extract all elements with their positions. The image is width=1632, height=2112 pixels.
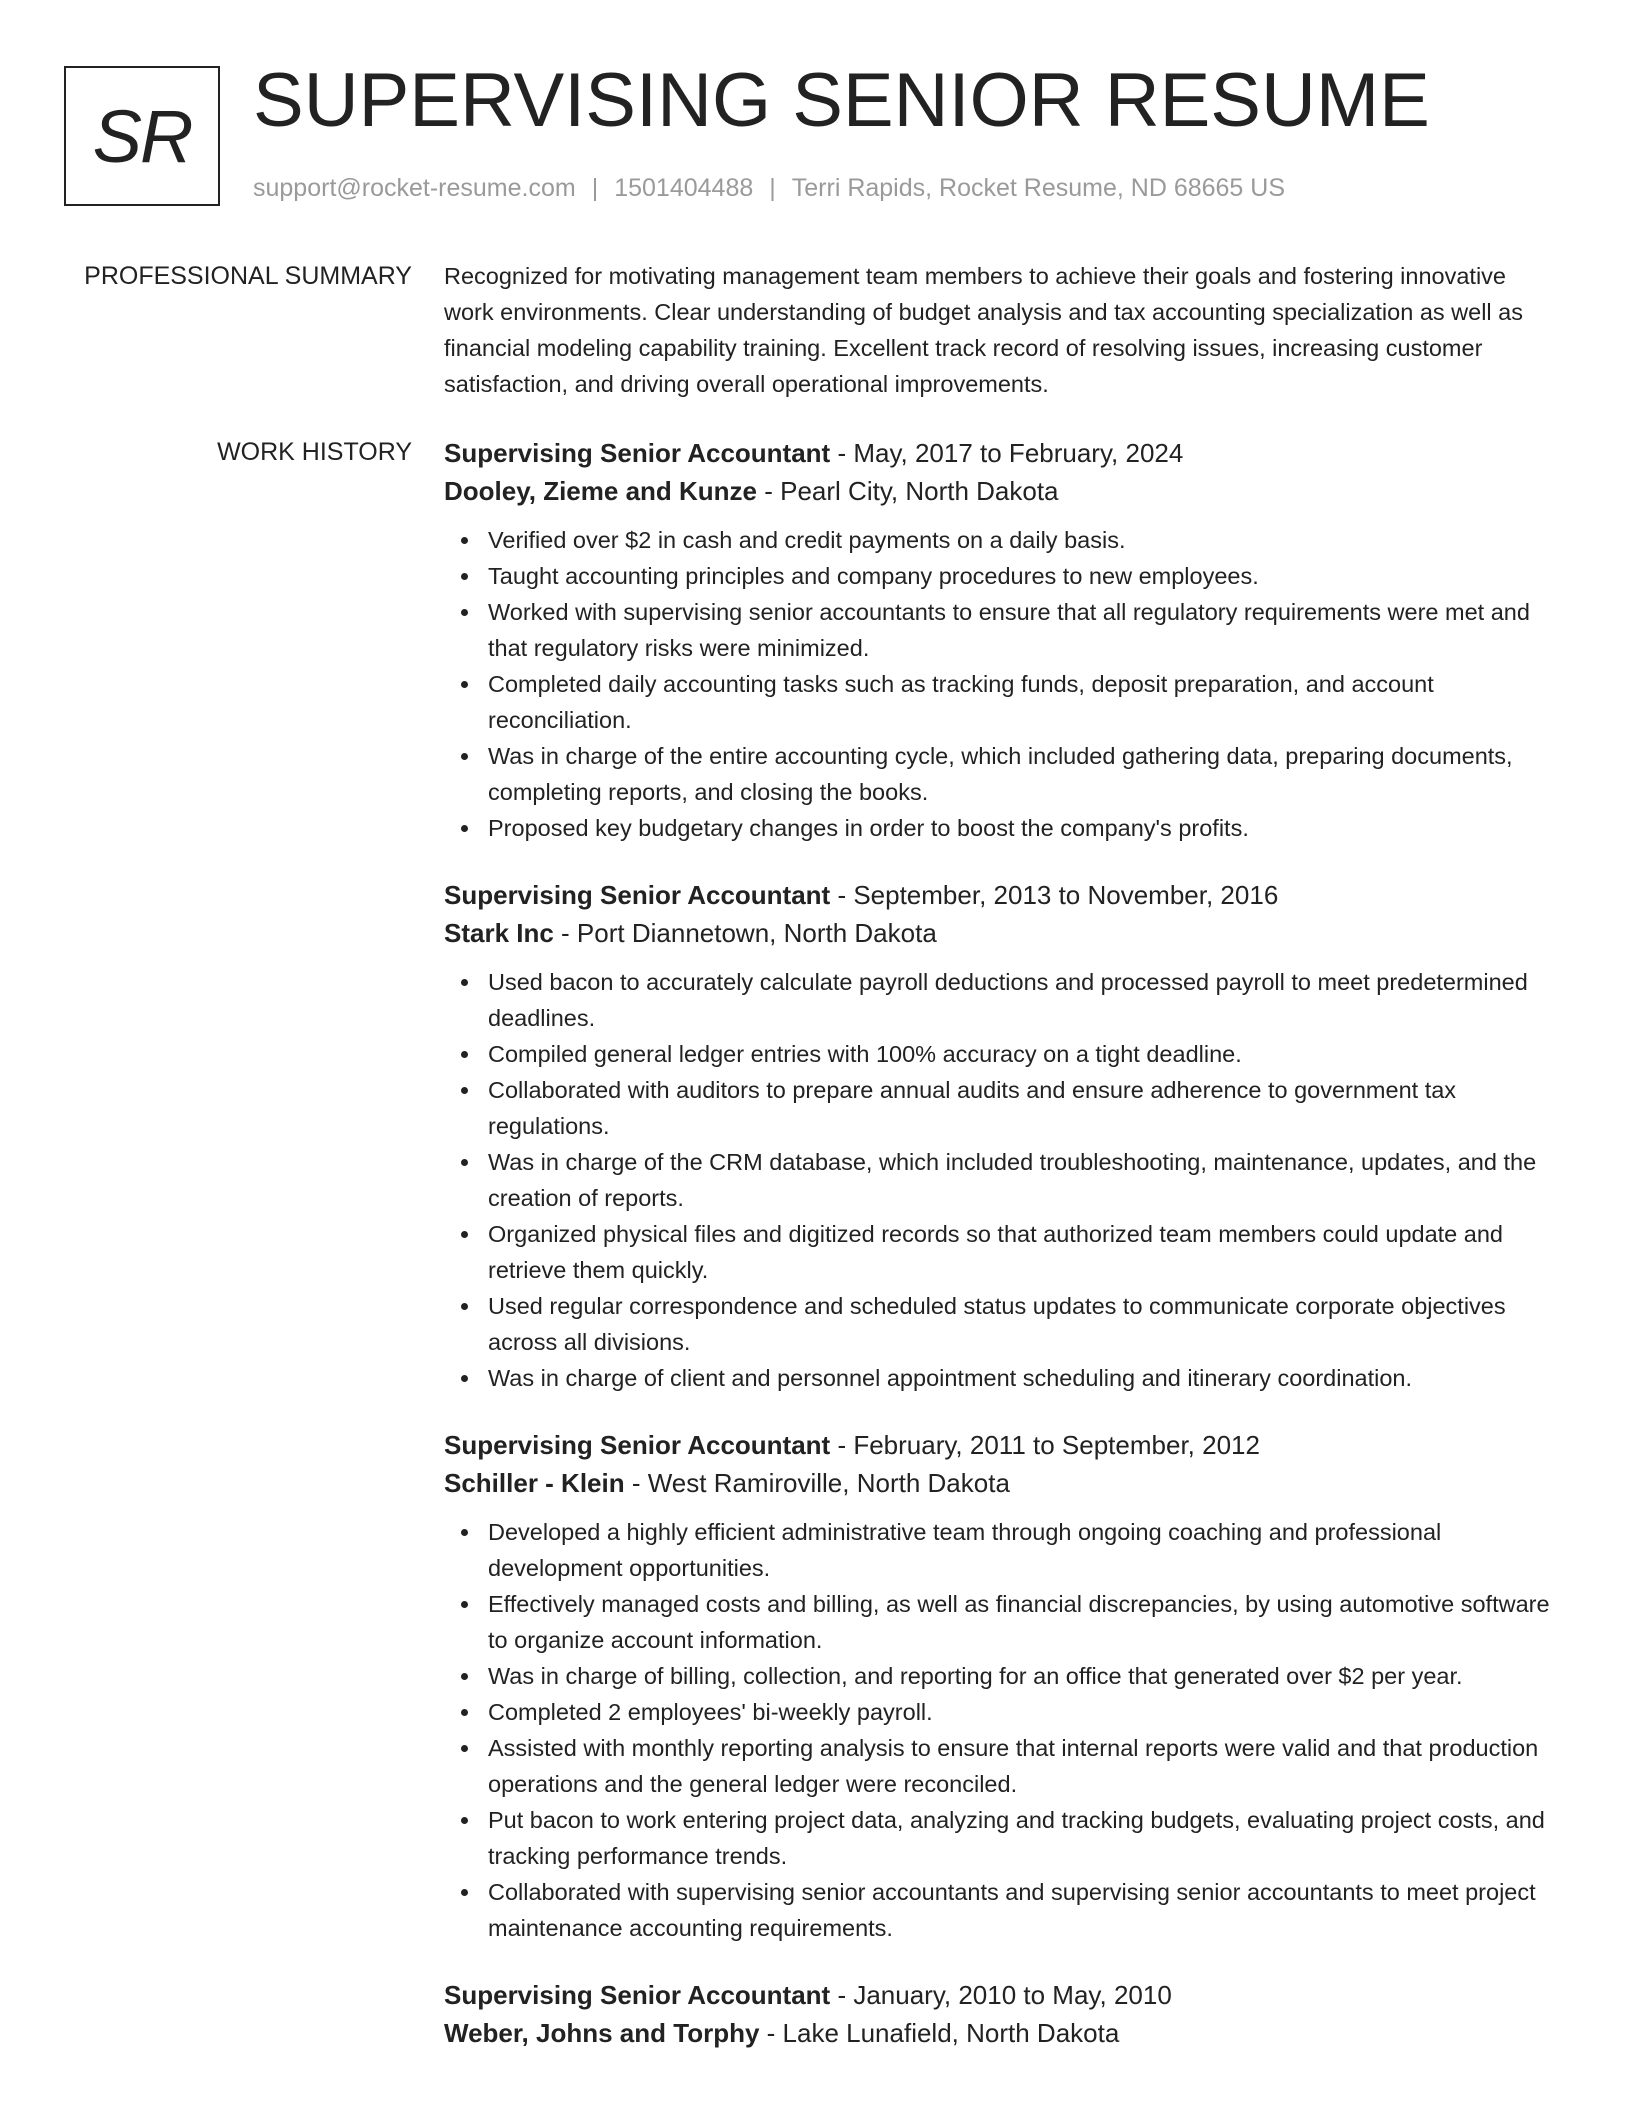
job-location: - Port Diannetown, North Dakota [553,918,937,948]
job-location: - Pearl City, North Dakota [757,476,1059,506]
job-dates: - May, 2017 to February, 2024 [830,438,1184,468]
job-bullet: Used regular correspondence and scheduled status updates to communicate corporate objectives across all divisions. [488,1288,1554,1360]
section-label-work-history: WORK HISTORY [217,438,412,466]
job-bullet: Compiled general ledger entries with 100% accuracy on a tight deadline. [488,1036,1554,1072]
job-bullet: Was in charge of client and personnel appointment scheduling and itinerary coordination. [488,1360,1554,1396]
job-company-line [444,2014,1554,2052]
job-bullet: Worked with supervising senior accountants to ensure that all regulatory requirements were met and that regulatory risks were minimized. [488,594,1554,666]
job-dates: - January, 2010 to May, 2010 [830,1980,1172,2010]
job-company-line [444,1464,1554,1502]
job-bullet: Collaborated with supervising senior accountants and supervising senior accountants to meet project maintenance accounting requirements. [488,1874,1554,1946]
job-bullet: Was in charge of the entire accounting cycle, which included gathering data, preparing documents, completing reports, and closing the books. [488,738,1554,810]
work-history-list [444,434,1554,2082]
job-title-line [444,1426,1554,1464]
job-company: Dooley, Zieme and Kunze [444,476,758,506]
section-label-summary: PROFESSIONAL SUMMARY [84,262,412,290]
job-bullet: Used bacon to accurately calculate payroll deductions and processed payroll to meet predetermined deadlines. [488,964,1554,1036]
contact-separator: | [769,174,776,202]
job-bullet: Effectively managed costs and billing, as well as financial discrepancies, by using automotive software to organize account information. [488,1586,1554,1658]
job-bullet: Completed 2 employees' bi-weekly payroll. [488,1694,1554,1730]
job-company: Weber, Johns and Torphy [444,2018,760,2048]
job-bullet-list [444,522,1554,846]
job-company-line [444,914,1554,952]
job-location: - Lake Lunafield, North Dakota [759,2018,1120,2048]
resume-title: SUPERVISING SENIOR RESUME [253,58,1430,143]
job-bullet: Assisted with monthly reporting analysis to ensure that internal reports were valid and that production operations and the general ledger were reconciled. [488,1730,1554,1802]
job-bullet-list [444,1514,1554,1946]
contact-separator: | [591,174,599,202]
summary-text: Recognized for motivating management team members to achieve their goals and fostering innovative work environments. Clear understanding of budget analysis and tax accounting specialization as well as financial modeling capability training. Excellent track record of resolving issues, increasing customer satisfaction, and driving overall operational improvements. [444,263,1524,397]
contact-phone: 1501404488 [614,174,754,202]
contact-email: support@rocket-resume.com [253,174,576,202]
job-dates: - September, 2013 to November, 2016 [830,880,1279,910]
job-bullet: Proposed key budgetary changes in order to boost the company's profits. [488,810,1554,846]
job-bullet: Collaborated with auditors to prepare annual audits and ensure adherence to government tax regulations. [488,1072,1554,1144]
job-bullet-list [444,964,1554,1396]
job-company: Schiller - Klein [444,1468,625,1498]
job-bullet: Completed daily accounting tasks such as tracking funds, deposit preparation, and account reconciliation. [488,666,1554,738]
job-bullet: Verified over $2 in cash and credit payments on a daily basis. [488,522,1554,558]
job-bullet: Organized physical files and digitized records so that authorized team members could update and retrieve them quickly. [488,1216,1554,1288]
job-bullet: Was in charge of billing, collection, and reporting for an office that generated over $2 per year. [488,1658,1554,1694]
job-bullet: Taught accounting principles and company procedures to new employees. [488,558,1554,594]
job-title-line [444,876,1554,914]
job-company-line [444,472,1554,510]
job-bullet: Developed a highly efficient administrative team through ongoing coaching and professional development opportunities. [488,1514,1554,1586]
summary-body [444,258,1554,402]
job-title: Supervising Senior Accountant [444,438,831,468]
job-entry [444,434,1554,846]
job-bullet: Put bacon to work entering project data, analyzing and tracking budgets, evaluating project costs, and tracking performance trends. [488,1802,1554,1874]
job-dates: - February, 2011 to September, 2012 [830,1430,1260,1460]
job-title: Supervising Senior Accountant [444,1430,831,1460]
job-title-line [444,1976,1554,2014]
job-bullet: Was in charge of the CRM database, which included troubleshooting, maintenance, updates, and the creation of reports. [488,1144,1554,1216]
job-location: - West Ramiroville, North Dakota [624,1468,1010,1498]
monogram-initials: SR [92,94,192,178]
job-title: Supervising Senior Accountant [444,1980,831,2010]
job-entry [444,1976,1554,2052]
job-entry [444,876,1554,1396]
contact-address: Terri Rapids, Rocket Resume, ND 68665 US [791,174,1286,202]
monogram-box [64,66,220,206]
job-title-line [444,434,1554,472]
job-entry [444,1426,1554,1946]
contact-line [253,174,1285,203]
job-company: Stark Inc [444,918,554,948]
job-title: Supervising Senior Accountant [444,880,831,910]
